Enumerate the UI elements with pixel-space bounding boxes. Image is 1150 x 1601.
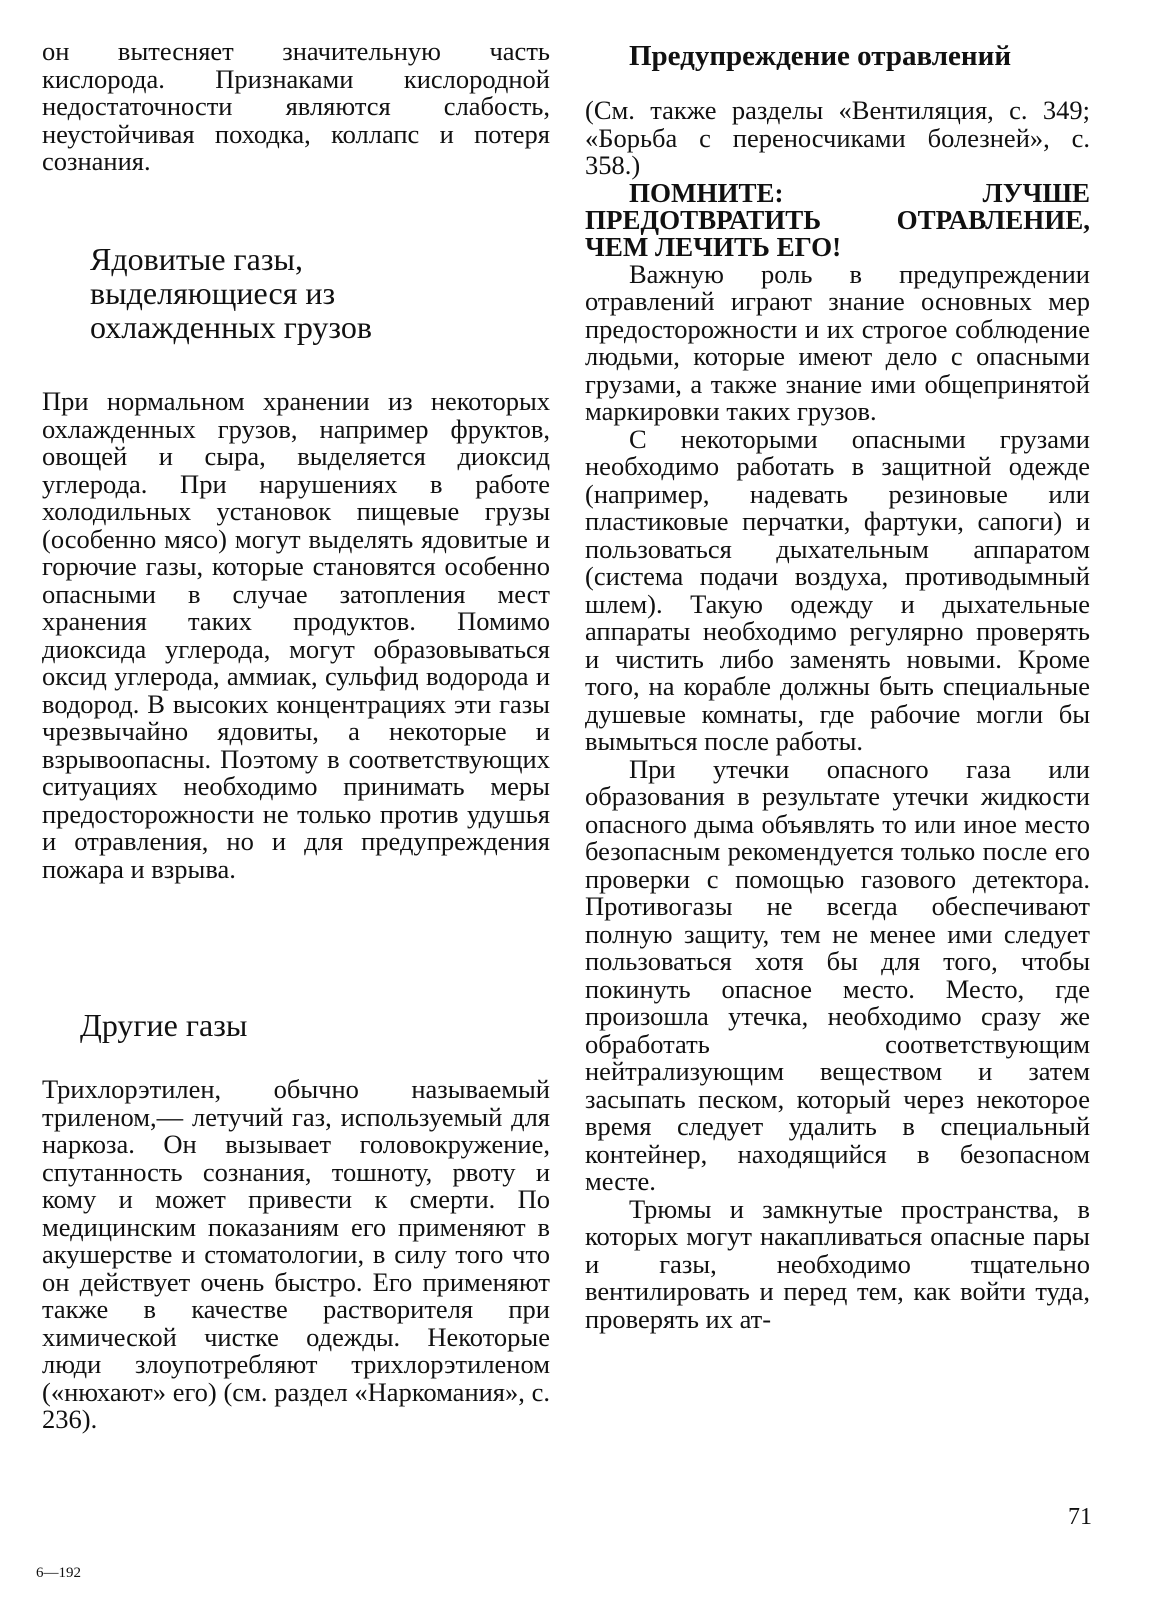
page-number: 71 — [1068, 1504, 1092, 1530]
heading-poisonous-gases — [90, 242, 510, 344]
intro-paragraph: он вытесняет значительную часть кислорода. Признаками кислородной недостаточности являются слабость, неустойчивая походка, коллапс и потеря сознания. — [42, 36, 550, 176]
right-paragraph-2: С некоторыми опасными грузами необходимо работать в защитной одежде (например, надевать резиновые или пластиковые перчатки, фартуки, сапоги) и пользоваться дыхательным аппаратом (система подачи воздуха, противодымный шлем). Такую одежду и дыхательные аппараты необходимо регулярно проверять и чистить либо заменять новыми. Кроме того, на корабле должны быть специальные душевые комнаты, где рабочие могли бы вымыться после работы. — [585, 423, 1090, 756]
right-paragraph-1: Важную роль в предупреждении отравлений играют знание основных мер предосторожности и их строгое соблюдение людьми, которые имеют дело с опасными грузами, а также знание ими общепринятой маркировки таких грузов. — [585, 258, 1090, 426]
warning-text: ПОМНИТЕ: ЛУЧШЕ ПРЕДОТВРАТИТЬ ОТРАВЛЕНИЕ, ЧЕМ ЛЕЧИТЬ ЕГО! — [585, 177, 1090, 262]
heading-poison-prevention: Предупреждение отравлений — [629, 40, 1012, 72]
heading-other-gases: Другие газы — [80, 1007, 248, 1043]
other-gases-paragraph: Трихлорэтилен, обычно называемый триленом,— летучий газ, используемый для наркоза. Он вызывает головокружение, спутанность сознания, тошноту, рвоту и кому и может привести к смерти. По медицинским показаниям его применяют в акушерстве и стоматологии, в силу того что он действует очень быстро. Его применяют также в качестве растворителя при химической чистке одежды. Некоторые люди злоупотребляют трихлорэтиленом («нюхают» его) (см. раздел «Наркомания», с. 236). — [42, 1074, 550, 1434]
right-paragraph-3: При утечки опасного газа или образования в результате утечки жидкости опасного дыма объявлять то или иное место безопасным рекомендуется только после его проверки с помощью газового детектора. Противогазы не всегда обеспечивают полную защиту, тем не менее ими следует пользоваться хотя бы для того, чтобы покинуть опасное место. Место, где произошла утечка, необходимо сразу же обработать соответствующим нейтрализующим веществом и затем засыпать песком, который через некоторое время следует удалить в специальный контейнер, находящийся в безопасном месте. — [585, 753, 1090, 1196]
right-body — [585, 97, 1090, 1333]
see-also-note: (См. также разделы «Вентиляция, с. 349; «Борьба с переносчиками болезней», с. 358.) — [585, 95, 1090, 180]
poisonous-gases-paragraph: При нормальном хранении из некоторых охлажденных грузов, например фруктов, овощей и сыра, выделяется диоксид углерода. При нарушениях в работе холодильных установок пищевые грузы (особенно мясо) могут выделять ядовитые и горючие газы, которые становятся особенно опасными в случае затопления мест хранения таких продуктов. Помимо диоксида углерода, могут образовываться оксид углерода, аммиак, сульфид водорода и водород. В высоких концентрациях эти газы чрезвычайно ядовиты, а некоторые и взрывоопасны. Поэтому в соответствующих ситуациях необходимо принимать меры предосторожности не только против удушья и отравления, но и для предупреждения пожара и взрыва. — [42, 386, 550, 884]
heading-poisonous-gases-text: Ядовитые газы, выделяющиеся из охлажденных грузов — [90, 241, 372, 345]
right-paragraph-4: Трюмы и замкнутые пространства, в которых могут накапливаться опасные пары и газы, необходимо тщательно вентилировать и перед тем, как войти туда, проверять их ат- — [585, 1193, 1090, 1334]
printer-signature: 6—192 — [36, 1565, 81, 1581]
